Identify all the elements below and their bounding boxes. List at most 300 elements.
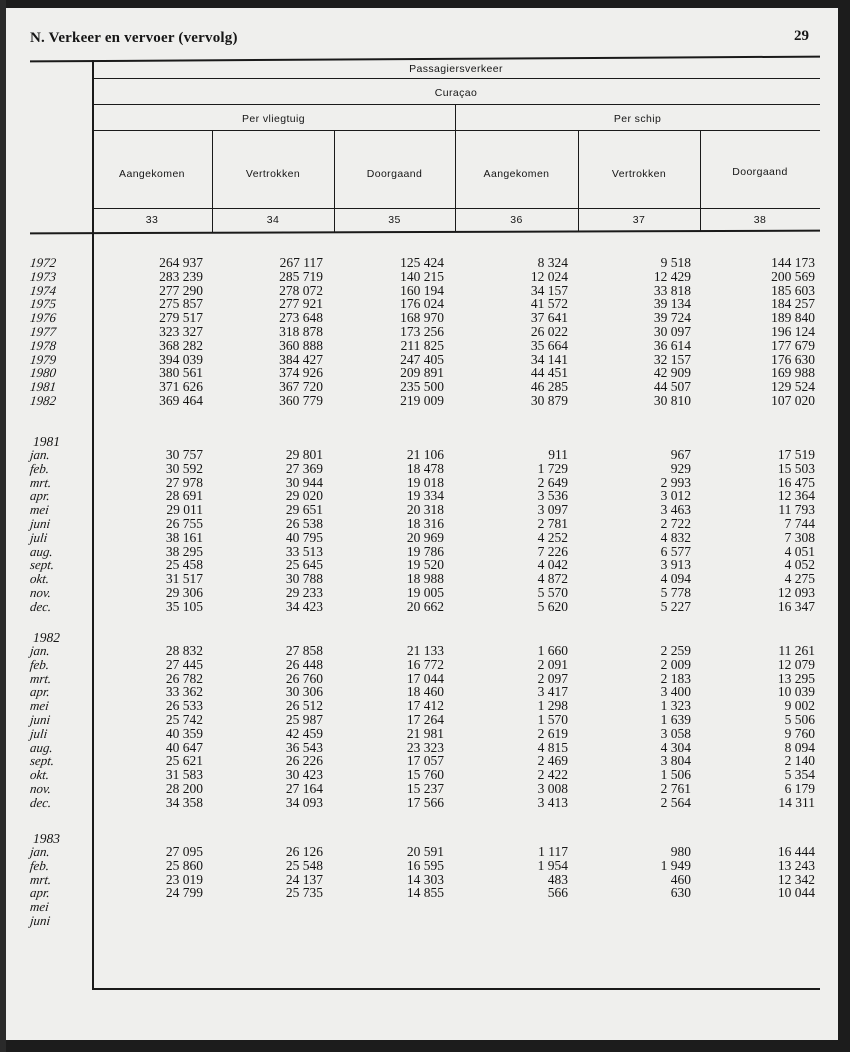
table-cell: 31 583: [165, 767, 203, 783]
row-label: mei: [29, 502, 50, 518]
table-cell: 17 044: [406, 670, 444, 686]
table-cell: 38 295: [165, 543, 203, 559]
table-cell: 4 052: [784, 557, 815, 573]
table-row: [0, 517, 830, 531]
table-cell: 30 306: [285, 684, 323, 700]
table-row: [0, 796, 830, 810]
table-cell: 12 024: [530, 268, 568, 284]
table-cell: 18 316: [406, 515, 444, 531]
table-cell: 8 324: [537, 255, 568, 270]
table-cell: 9 518: [660, 255, 691, 270]
table-cell: 5 227: [660, 598, 691, 614]
column-header: Aangekomen: [119, 168, 185, 180]
table-cell: 275 857: [159, 296, 203, 312]
rule: [92, 104, 820, 105]
table-cell: 35 105: [165, 598, 203, 614]
column-header: Vertrokken: [245, 168, 301, 180]
table-cell: 15 237: [406, 780, 444, 796]
table-cell: 460: [670, 871, 691, 887]
table-cell: 4 304: [660, 739, 691, 755]
table-cell: 3 413: [537, 794, 568, 810]
page-title: N. Verkeer en vervoer (vervolg): [30, 30, 238, 46]
table-row: [0, 380, 830, 394]
table-cell: 34 358: [165, 794, 203, 810]
table-cell: 7 308: [784, 529, 815, 545]
table-cell: 25 742: [165, 711, 203, 727]
table-cell: 16 444: [777, 844, 815, 859]
table-cell: 1 570: [537, 711, 568, 727]
table-cell: 3 008: [537, 780, 568, 796]
table-cell: 200 569: [771, 268, 815, 284]
table-cell: 7 744: [784, 515, 815, 531]
table-cell: 6 577: [660, 543, 691, 559]
table-cell: 2 761: [660, 780, 691, 796]
row-label: dec.: [29, 794, 53, 810]
table-row: [0, 685, 830, 699]
row-label: sept.: [29, 557, 56, 573]
table-cell: 1 639: [660, 711, 691, 727]
table-cell: 17 057: [406, 753, 444, 769]
table-cell: 16 475: [777, 474, 815, 490]
row-label: sept.: [29, 753, 56, 769]
table-cell: 19 018: [406, 474, 444, 490]
row-label: 1975: [29, 296, 57, 312]
table-cell: 911: [548, 447, 568, 462]
column-header: Doorgaand: [366, 168, 423, 180]
table-cell: 3 417: [537, 684, 568, 700]
table-row: [0, 256, 830, 270]
table-cell: 28 832: [165, 643, 203, 658]
row-label: 1981: [29, 379, 57, 395]
row-label: 1977: [29, 323, 57, 339]
table-row: [0, 727, 830, 741]
table-cell: 144 173: [771, 255, 815, 270]
row-label: nov.: [29, 780, 52, 796]
rule: [92, 78, 820, 79]
table-cell: 26 755: [165, 515, 203, 531]
table-cell: 267 117: [279, 255, 323, 270]
table-cell: 5 354: [784, 767, 815, 783]
table-cell: 27 978: [165, 474, 203, 490]
table-cell: 2 259: [660, 643, 691, 658]
table-cell: 107 020: [771, 392, 815, 408]
table-cell: 26 126: [285, 844, 323, 859]
table-row: [0, 886, 830, 900]
table-row: [0, 531, 830, 545]
table-cell: 125 424: [400, 255, 444, 270]
table-cell: 176 024: [400, 296, 444, 312]
table-row: [0, 873, 830, 887]
table-cell: 33 818: [653, 282, 691, 298]
table-cell: 39 724: [653, 310, 691, 326]
table-cell: 20 318: [406, 502, 444, 518]
table-cell: 13 295: [777, 670, 815, 686]
table-cell: 185 603: [771, 282, 815, 298]
table-cell: 4 042: [537, 557, 568, 573]
table-row: [0, 782, 830, 796]
table-cell: 2 722: [660, 515, 691, 531]
table-cell: 4 832: [660, 529, 691, 545]
table-cell: 26 782: [165, 670, 203, 686]
row-label: apr.: [29, 488, 51, 504]
table-cell: 3 400: [660, 684, 691, 700]
table-cell: 36 614: [653, 337, 691, 353]
table-row: [0, 572, 830, 586]
row-label: juni: [29, 912, 52, 928]
table-row: [0, 845, 830, 859]
section-year-label: 1982: [33, 630, 60, 645]
table-cell: 9 002: [784, 698, 815, 714]
table-cell: 2 097: [537, 670, 568, 686]
table-cell: 2 183: [660, 670, 691, 686]
table-row: [0, 713, 830, 727]
table-row: [0, 311, 830, 325]
table-cell: 3 012: [660, 488, 691, 504]
table-cell: 30 879: [530, 392, 568, 408]
table-cell: 23 323: [406, 739, 444, 755]
table-section: [0, 644, 830, 810]
table-cell: 14 855: [406, 885, 444, 901]
table-cell: 1 954: [537, 857, 568, 873]
table-cell: 15 760: [406, 767, 444, 783]
table-cell: 15 503: [777, 460, 815, 476]
table-cell: 209 891: [400, 365, 444, 381]
table-cell: 34 423: [285, 598, 323, 614]
table-cell: 25 458: [165, 557, 203, 573]
table-cell: 30 423: [285, 767, 323, 783]
table-cell: 4 051: [784, 543, 815, 559]
table-cell: 30 097: [653, 323, 691, 339]
table-cell: 11 261: [778, 643, 815, 658]
table-cell: 3 058: [660, 725, 691, 741]
table-row: [0, 284, 830, 298]
table-cell: 5 570: [537, 584, 568, 600]
row-label: okt.: [29, 571, 50, 587]
section-year-label: 1983: [33, 831, 60, 846]
row-label: 1973: [29, 268, 57, 284]
table-cell: 394 039: [159, 351, 203, 367]
table-cell: 33 362: [165, 684, 203, 700]
table-cell: 7 226: [537, 543, 568, 559]
header-passagiersverkeer: Passagiersverkeer: [409, 63, 503, 75]
table-cell: 1 506: [660, 767, 691, 783]
row-label: 1978: [29, 337, 57, 353]
column-number: 35: [388, 214, 401, 226]
table-cell: 18 988: [406, 571, 444, 587]
table-row: [0, 325, 830, 339]
table-section: [0, 256, 830, 408]
table-row: [0, 545, 830, 559]
table-cell: 44 451: [530, 365, 568, 381]
table-cell: 2 469: [537, 753, 568, 769]
table-cell: 1 949: [660, 857, 691, 873]
table-cell: 4 872: [537, 571, 568, 587]
table-cell: 16 772: [406, 656, 444, 672]
column-number: 34: [266, 214, 280, 226]
table-cell: 28 691: [165, 488, 203, 504]
row-label: juli: [29, 725, 49, 741]
table-cell: 283 239: [159, 268, 203, 284]
table-cell: 25 548: [285, 857, 323, 873]
table-cell: 360 888: [279, 337, 323, 353]
table-cell: 10 044: [777, 885, 815, 901]
table-cell: 40 359: [165, 725, 203, 741]
row-label: aug.: [29, 739, 54, 755]
row-label: mei: [29, 899, 50, 915]
table-cell: 34 141: [530, 351, 568, 367]
table-cell: 29 306: [165, 584, 203, 600]
table-row: [0, 503, 830, 517]
table-cell: 27 445: [165, 656, 203, 672]
table-cell: 16 347: [777, 598, 815, 614]
column-number: 37: [632, 214, 646, 226]
table-cell: 369 464: [159, 392, 203, 408]
table-cell: 24 137: [285, 871, 323, 887]
table-cell: 184 257: [771, 296, 815, 312]
table-row: [0, 476, 830, 490]
row-label: apr.: [29, 885, 51, 901]
table-cell: 235 500: [400, 379, 444, 395]
column-number: 38: [753, 214, 767, 226]
table-cell: 40 795: [285, 529, 323, 545]
table-cell: 160 194: [400, 282, 444, 298]
table-cell: 21 133: [406, 643, 444, 658]
table-cell: 19 786: [406, 543, 444, 559]
table-cell: 46 285: [530, 379, 568, 395]
table-cell: 2 993: [660, 474, 691, 490]
table-cell: 24 799: [165, 885, 203, 901]
table-cell: 5 506: [784, 711, 815, 727]
table-row: [0, 754, 830, 768]
page-number: 29: [794, 28, 809, 44]
table-cell: 26 533: [165, 698, 203, 714]
table-cell: 26 022: [530, 323, 568, 339]
table-row: [0, 586, 830, 600]
table-cell: 277 921: [279, 296, 323, 312]
header-per-vliegtuig: Per vliegtuig: [242, 113, 305, 125]
row-label: 1976: [29, 310, 57, 326]
table-cell: 30 592: [165, 460, 203, 476]
table-cell: 23 019: [165, 871, 203, 887]
table-cell: 129 524: [771, 379, 815, 395]
table-cell: 5 778: [660, 584, 691, 600]
table-section: [0, 448, 830, 614]
table-cell: 374 926: [279, 365, 323, 381]
table-cell: 211 825: [400, 337, 444, 353]
table-cell: 6 179: [784, 780, 815, 796]
table-cell: 29 651: [285, 502, 323, 518]
table-cell: 273 648: [279, 310, 323, 326]
table-cell: 25 860: [165, 857, 203, 873]
table-cell: 17 264: [406, 711, 444, 727]
table-cell: 26 226: [285, 753, 323, 769]
row-label: dec.: [29, 598, 53, 614]
row-label: mrt.: [29, 871, 53, 887]
table-cell: 30 944: [285, 474, 323, 490]
section-year-label: 1981: [33, 434, 60, 449]
table-cell: 285 719: [279, 268, 323, 284]
table-cell: 630: [670, 885, 691, 901]
row-label: okt.: [29, 767, 50, 783]
table-cell: 173 256: [400, 323, 444, 339]
table-cell: 12 079: [777, 656, 815, 672]
row-label: feb.: [29, 460, 50, 476]
table-cell: 12 093: [777, 584, 815, 600]
table-cell: 17 519: [777, 447, 815, 462]
table-cell: 1 729: [537, 460, 568, 476]
table-row: [0, 394, 830, 408]
table-cell: 219 009: [400, 392, 444, 408]
row-label: juni: [29, 515, 52, 531]
table-cell: 371 626: [159, 379, 203, 395]
table-cell: 34 093: [285, 794, 323, 810]
column-number: 33: [145, 214, 159, 226]
table-row: [0, 741, 830, 755]
table-row: [0, 462, 830, 476]
table-cell: 169 988: [771, 365, 815, 381]
table-cell: 25 621: [165, 753, 203, 769]
table-cell: 168 970: [400, 310, 444, 326]
table-cell: 11 793: [778, 502, 815, 518]
table-cell: 29 020: [285, 488, 323, 504]
table-cell: 25 735: [285, 885, 323, 901]
row-label: feb.: [29, 656, 50, 672]
table-cell: 1 117: [538, 844, 568, 859]
table-section: [0, 845, 830, 928]
table-cell: 367 720: [279, 379, 323, 395]
table-cell: 17 412: [406, 698, 444, 714]
row-label: 1982: [29, 392, 57, 408]
table-row: [0, 900, 830, 914]
table-cell: 28 200: [165, 780, 203, 796]
table-cell: 27 858: [285, 643, 323, 658]
row-label: 1972: [29, 255, 57, 270]
table-row: [0, 489, 830, 503]
table-row: [0, 353, 830, 367]
row-label: 1974: [29, 282, 57, 298]
table-cell: 2 781: [537, 515, 568, 531]
row-label: jan.: [29, 643, 51, 658]
table-cell: 5 620: [537, 598, 568, 614]
table-cell: 42 459: [285, 725, 323, 741]
row-label: 1980: [29, 365, 57, 381]
row-label: aug.: [29, 543, 54, 559]
table-cell: 8 094: [784, 739, 815, 755]
row-label: nov.: [29, 584, 52, 600]
table-cell: 30 788: [285, 571, 323, 587]
table-cell: 21 981: [406, 725, 444, 741]
header-curacao: Curaçao: [434, 87, 478, 99]
table-cell: 2 140: [784, 753, 815, 769]
table-cell: 360 779: [279, 392, 323, 408]
table-cell: 29 011: [166, 502, 203, 518]
table-cell: 38 161: [165, 529, 203, 545]
table-cell: 9 760: [784, 725, 815, 741]
table-cell: 483: [547, 871, 568, 887]
table-row: [0, 600, 830, 614]
row-label: jan.: [29, 844, 51, 859]
table-cell: 12 342: [777, 871, 815, 887]
table-cell: 36 543: [285, 739, 323, 755]
table-cell: 19 005: [406, 584, 444, 600]
table-row: [0, 699, 830, 713]
row-label: mrt.: [29, 474, 53, 490]
table-cell: 4 275: [784, 571, 815, 587]
table-cell: 323 327: [159, 323, 203, 339]
table-cell: 2 619: [537, 725, 568, 741]
table-cell: 3 536: [537, 488, 568, 504]
table-cell: 196 124: [771, 323, 815, 339]
table-cell: 4 815: [537, 739, 568, 755]
column-header: Aangekomen: [483, 168, 550, 180]
table-cell: 25 645: [285, 557, 323, 573]
row-label: mrt.: [29, 670, 53, 686]
table-cell: 4 094: [660, 571, 691, 587]
table-cell: 26 512: [285, 698, 323, 714]
table-cell: 12 364: [777, 488, 815, 504]
table-cell: 27 369: [285, 460, 323, 476]
table-cell: 2 009: [660, 656, 691, 672]
table-cell: 13 243: [777, 857, 815, 873]
table-row: [0, 297, 830, 311]
rule: [92, 208, 820, 209]
table-cell: 189 840: [771, 310, 815, 326]
table-cell: 967: [670, 447, 691, 462]
table-cell: 26 448: [285, 656, 323, 672]
table-row: [0, 339, 830, 353]
row-label: mei: [29, 698, 50, 714]
row-label: apr.: [29, 684, 51, 700]
table-cell: 41 572: [530, 296, 568, 312]
table-row: [0, 914, 830, 928]
row-label: jan.: [29, 447, 51, 462]
table-cell: 26 760: [285, 670, 323, 686]
table-cell: 1 660: [537, 643, 568, 658]
table-cell: 3 463: [660, 502, 691, 518]
table-cell: 2 422: [537, 767, 568, 783]
table-cell: 14 311: [778, 794, 815, 810]
table-cell: 380 561: [159, 365, 203, 381]
table-cell: 2 649: [537, 474, 568, 490]
rule: [92, 130, 820, 131]
table-cell: 20 591: [406, 844, 444, 859]
table-row: [0, 672, 830, 686]
table-row: [0, 644, 830, 658]
table-cell: 40 647: [165, 739, 203, 755]
table-cell: 384 427: [279, 351, 323, 367]
table-cell: 12 429: [653, 268, 691, 284]
table-cell: 277 290: [159, 282, 203, 298]
table-cell: 4 252: [537, 529, 568, 545]
table-cell: 20 969: [406, 529, 444, 545]
table-cell: 33 513: [285, 543, 323, 559]
table-cell: 27 164: [285, 780, 323, 796]
table-row: [0, 658, 830, 672]
table-cell: 25 987: [285, 711, 323, 727]
table-cell: 27 095: [165, 844, 203, 859]
row-label: juni: [29, 711, 52, 727]
table-row: [0, 270, 830, 284]
table-cell: 21 106: [406, 447, 444, 462]
row-label: juli: [29, 529, 49, 545]
table-cell: 1 298: [537, 698, 568, 714]
table-cell: 20 662: [406, 598, 444, 614]
table-row: [0, 859, 830, 873]
table-cell: 42 909: [653, 365, 691, 381]
row-label: 1979: [29, 351, 57, 367]
table-cell: 39 134: [653, 296, 691, 312]
table-cell: 929: [670, 460, 691, 476]
